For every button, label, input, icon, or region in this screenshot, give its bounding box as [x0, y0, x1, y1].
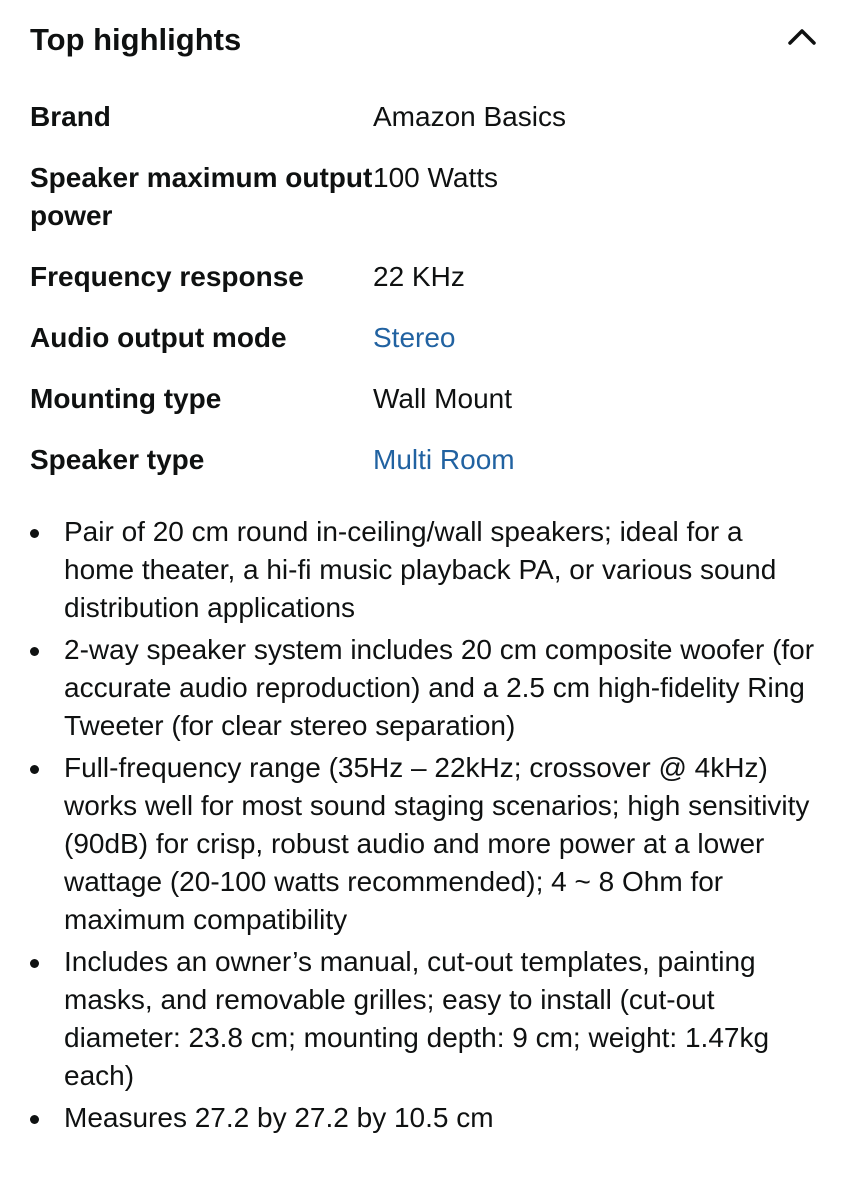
spec-value: 22 KHz [373, 261, 465, 292]
bullet-text: Includes an owner’s manual, cut-out templates, painting masks, and removable grilles; easy to install (cut-out diameter: 23.8 cm; mounting depth: 9 cm; weight: 1.47kg each) [64, 946, 770, 1091]
list-item [30, 749, 820, 939]
spec-label: Speaker type [30, 444, 205, 475]
spec-row-frequency-response [30, 258, 820, 319]
bullet-dot-icon [30, 647, 39, 656]
chevron-up-icon [782, 20, 822, 56]
spec-row-audio-output-mode [30, 319, 820, 380]
bullet-text: 2-way speaker system includes 20 cm composite woofer (for accurate audio reproduction) and a 2.5 cm high-fidelity Ring Tweeter (for clear stereo separation) [64, 634, 815, 741]
list-item [30, 631, 820, 745]
spec-value: Wall Mount [373, 383, 513, 414]
bullet-dot-icon [30, 1115, 39, 1124]
list-item [30, 1099, 820, 1137]
spec-value [373, 319, 820, 380]
bullet-text: Measures 27.2 by 27.2 by 10.5 cm [64, 1102, 494, 1133]
section-title: Top highlights [30, 22, 242, 57]
list-item [30, 943, 820, 1095]
audio-output-mode-link[interactable]: Stereo [373, 322, 456, 353]
spec-value: 100 Watts [373, 162, 499, 193]
spec-label: Brand [30, 101, 111, 132]
collapse-toggle-button[interactable] [782, 20, 822, 56]
spec-label: Speaker maximum output power [30, 162, 373, 231]
spec-value [373, 441, 820, 502]
spec-table [30, 98, 820, 502]
spec-label: Audio output mode [30, 322, 287, 353]
bullet-text: Pair of 20 cm round in-ceiling/wall speakers; ideal for a home theater, a hi-fi music playback PA, or various sound distribution applications [64, 516, 777, 623]
list-item [30, 513, 820, 627]
spec-label: Frequency response [30, 261, 304, 292]
speaker-type-link[interactable]: Multi Room [373, 444, 515, 475]
bullet-text: Full-frequency range (35Hz – 22kHz; crossover @ 4kHz) works well for most sound staging scenarios; high sensitivity (90dB) for crisp, robust audio and more power at a lower wattage (20-100 watts recommended); 4 ~ 8 Ohm for maximum compatibility [64, 752, 810, 935]
bullet-dot-icon [30, 959, 39, 968]
spec-row-mounting-type [30, 380, 820, 441]
top-highlights-header [0, 0, 843, 80]
bullet-dot-icon [30, 529, 39, 538]
feature-bullet-list [30, 513, 820, 1141]
spec-row-max-output-power [30, 159, 820, 258]
spec-row-speaker-type [30, 441, 820, 502]
spec-label: Mounting type [30, 383, 222, 414]
spec-value: Amazon Basics [373, 101, 566, 132]
spec-row-brand [30, 98, 820, 159]
bullet-dot-icon [30, 765, 39, 774]
